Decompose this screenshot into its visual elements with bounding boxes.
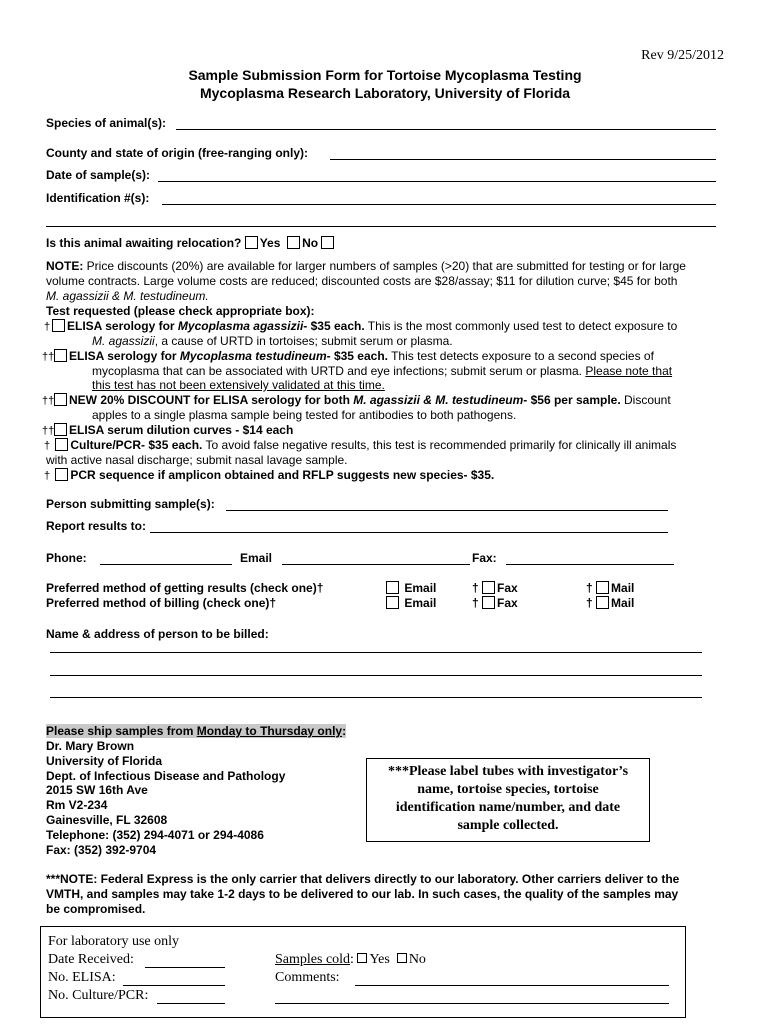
t2-validation-note: this test has not been extensively validated at this time.	[92, 378, 385, 392]
species-label: Species of animal(s):	[46, 116, 167, 130]
comments-field[interactable]	[355, 985, 669, 986]
double-dagger-mark: ††	[42, 395, 55, 407]
relocation-yes-checkbox[interactable]	[245, 236, 258, 249]
relocation-label: Is this animal awaiting relocation?	[46, 236, 242, 250]
elisa-count-label: No. ELISA:	[48, 970, 116, 985]
label-line: name, tortoise species, tortoise	[417, 782, 599, 797]
county-field[interactable]	[330, 159, 716, 160]
results-email-option	[386, 581, 436, 595]
address-line: Telephone: (352) 294-4071 or 294-4086	[46, 827, 264, 842]
billing-email-option	[386, 596, 436, 610]
results-fax-text: Fax	[497, 581, 518, 595]
t2-b: Mycoplasma testudineum	[179, 349, 327, 363]
t2-c: - $35 each.	[326, 349, 388, 363]
ship-address	[46, 739, 285, 857]
results-mail-checkbox[interactable]	[596, 581, 609, 594]
form-subtitle: Mycoplasma Research Laboratory, University of Florida	[199, 85, 571, 101]
label-line: identification name/number, and date	[395, 800, 621, 815]
test-dilution-checkbox[interactable]	[54, 423, 67, 436]
dagger-mark: †	[44, 440, 51, 452]
t1-b: Mycoplasma agassizii	[177, 319, 304, 333]
address-line: University of Florida	[46, 753, 163, 768]
t3-c: - $56 per sample.	[523, 393, 621, 407]
t4-label: ELISA serum dilution curves - $14 each	[69, 423, 294, 437]
billing-mail-text: Mail	[611, 596, 635, 610]
samples-cold-colon: :	[350, 952, 354, 967]
double-dagger-mark: ††	[42, 425, 55, 437]
billed-field-3[interactable]	[50, 697, 702, 698]
test-elisa-agassizii	[44, 319, 677, 333]
address-line: Rm V2-234	[46, 798, 108, 813]
t3-d: Discount	[620, 393, 671, 407]
culture-count-field[interactable]	[157, 1003, 225, 1004]
test-dilution-curve	[42, 423, 293, 437]
relocation-question	[46, 236, 336, 250]
billing-mail-checkbox[interactable]	[596, 596, 609, 609]
t6-label: PCR sequence if amplicon obtained and RFLP suggests new species- $35.	[70, 468, 495, 482]
date-received-label: Date Received:	[48, 952, 134, 967]
results-email-checkbox[interactable]	[386, 581, 399, 594]
person-field[interactable]	[226, 510, 668, 511]
person-label: Person submitting sample(s):	[46, 497, 215, 511]
samples-cold-label: Samples cold	[275, 952, 351, 967]
test-pcr-sequence	[44, 468, 494, 482]
samples-cold-yes-checkbox[interactable]	[357, 953, 367, 963]
phone-field[interactable]	[100, 564, 232, 565]
ship-heading	[46, 724, 346, 738]
billing-method-label: Preferred method of billing (check one)†	[46, 596, 277, 610]
t3-a: NEW 20% DISCOUNT for ELISA serology for both	[69, 393, 354, 407]
t5-a: Culture/PCR- $35 each.	[70, 438, 203, 452]
note-label: NOTE:	[46, 259, 84, 273]
test-elisa-testudineum	[42, 349, 654, 363]
t1-c: - $35 each.	[303, 319, 365, 333]
address-line: 2015 SW 16th Ave	[46, 783, 148, 798]
fedex-note	[46, 872, 679, 917]
test-elisa-both	[42, 393, 671, 407]
test-culture-pcr	[44, 438, 676, 452]
lab-use-box	[40, 926, 686, 1018]
test-culture-checkbox[interactable]	[55, 438, 68, 451]
test-elisa-testudineum-desc	[92, 364, 672, 378]
fedex-line: VMTH, and samples may take 1-2 days to be delivered to our lab. In such cases, the quality of the samples may	[46, 887, 679, 901]
samples-cold-row	[275, 952, 426, 968]
billing-fax-text: Fax	[497, 596, 518, 610]
test-culture-desc: with active nasal discharge; submit nasal lavage sample.	[46, 453, 348, 467]
dagger-mark: †	[586, 581, 593, 595]
form-title: Sample Submission Form for Tortoise Mycoplasma Testing	[188, 67, 582, 83]
dagger-mark: †	[472, 581, 479, 595]
fax-label: Fax:	[472, 551, 497, 565]
label-line: ***Please label tubes with investigator’s	[387, 764, 629, 779]
label-line: sample collected.	[457, 818, 559, 833]
relocation-extra-box[interactable]	[321, 236, 334, 249]
identification-field[interactable]	[162, 204, 716, 205]
samples-cold-yes: Yes	[369, 952, 390, 967]
t2-f: Please note that	[585, 364, 673, 378]
lab-use-title: For laboratory use only	[48, 934, 180, 949]
t1-e: M. agassizii	[92, 334, 155, 348]
billed-field-1[interactable]	[50, 652, 702, 653]
tests-heading: Test requested (please check appropriate box):	[46, 304, 315, 318]
fedex-line: be compromised.	[46, 902, 146, 916]
comments-label: Comments:	[275, 970, 340, 985]
billed-label: Name & address of person to be billed:	[46, 627, 269, 641]
address-line: Gainesville, FL 32608	[46, 812, 168, 827]
results-fax-checkbox[interactable]	[482, 581, 495, 594]
identification-field-2[interactable]	[46, 226, 716, 227]
ship-days: Monday to Thursday only	[196, 724, 343, 738]
test-pcr-sequence-checkbox[interactable]	[55, 468, 68, 481]
email-field[interactable]	[282, 564, 470, 565]
test-elisa-both-desc: apples to a single plasma sample being tested for antibodies to both pathogens.	[92, 408, 517, 422]
date-field[interactable]	[158, 181, 716, 182]
date-received-field[interactable]	[145, 967, 225, 968]
t1-d: This is the most commonly used test to detect exposure to	[364, 319, 678, 333]
t1-a: ELISA serology for	[67, 319, 178, 333]
dagger-mark: †	[44, 470, 51, 482]
billing-fax-checkbox[interactable]	[482, 596, 495, 609]
results-fax-option	[472, 581, 518, 595]
report-field[interactable]	[150, 532, 668, 533]
results-mail-option	[586, 581, 634, 595]
t2-a: ELISA serology for	[69, 349, 180, 363]
note-text-1: Price discounts (20%) are available for larger numbers of samples (>20) that are submitted for testing or for large	[83, 259, 686, 273]
culture-count-label: No. Culture/PCR:	[48, 988, 149, 1003]
fax-field[interactable]	[506, 564, 674, 565]
double-dagger-mark: ††	[42, 351, 55, 363]
report-label: Report results to:	[46, 519, 147, 533]
county-label: County and state of origin (free-ranging only):	[46, 146, 308, 160]
ship-a: Please ship samples from	[46, 724, 197, 738]
relocation-yes-label: Yes	[259, 236, 281, 250]
note-line-2: volume contracts. Large volume costs are reduced; discounted costs are $28/assay; $11 for dilution curve; $45 for both	[46, 274, 678, 288]
billed-field-2[interactable]	[50, 675, 702, 676]
note-line-1	[46, 259, 686, 273]
dagger-mark: †	[586, 596, 593, 610]
billing-email-checkbox[interactable]	[386, 596, 399, 609]
test-elisa-testudineum-checkbox[interactable]	[54, 349, 67, 362]
t1-f: , a cause of URTD in tortoises; submit serum or plasma.	[154, 334, 453, 348]
dagger-mark: †	[472, 596, 479, 610]
samples-cold-no-checkbox[interactable]	[397, 953, 407, 963]
identification-label: Identification #(s):	[46, 191, 150, 205]
note-line-3: M. agassizii & M. testudineum.	[46, 289, 209, 303]
address-line: Fax: (352) 392-9704	[46, 842, 157, 857]
species-field[interactable]	[176, 129, 716, 130]
results-method-label: Preferred method of getting results (check one)†	[46, 581, 324, 595]
test-elisa-agassizii-checkbox[interactable]	[52, 319, 65, 332]
date-label: Date of sample(s):	[46, 168, 151, 182]
dagger-mark: †	[44, 321, 51, 333]
billing-mail-option	[586, 596, 634, 610]
label-instructions-box	[366, 758, 650, 842]
billing-fax-option	[472, 596, 518, 610]
elisa-count-field[interactable]	[123, 985, 225, 986]
t5-b: To avoid false negative results, this test is recommended primarily for clinically ill animals	[202, 438, 677, 452]
test-elisa-both-checkbox[interactable]	[54, 393, 67, 406]
t3-b: M. agassizii & M. testudineum	[353, 393, 524, 407]
address-line: Dept. of Infectious Disease and Pathology	[46, 768, 286, 783]
results-email-text: Email	[404, 581, 437, 595]
relocation-no-label: No	[302, 236, 319, 250]
billing-email-text: Email	[404, 596, 437, 610]
email-label: Email	[240, 551, 273, 565]
revision-date: Rev 9/25/2012	[641, 48, 724, 63]
address-line: Dr. Mary Brown	[46, 739, 135, 753]
t2-d: This test detects exposure to a second species of	[387, 349, 654, 363]
relocation-no-checkbox[interactable]	[287, 236, 300, 249]
ship-c: :	[342, 724, 347, 738]
samples-cold-no: No	[408, 952, 426, 967]
test-elisa-agassizii-desc	[92, 334, 453, 348]
fedex-line: ***NOTE: Federal Express is the only carrier that delivers directly to our laboratory. Other carriers deliver to the	[46, 872, 680, 886]
comments-field-2[interactable]	[275, 1003, 669, 1004]
phone-label: Phone:	[46, 551, 87, 565]
results-mail-text: Mail	[611, 581, 635, 595]
t2-e: mycoplasma that can be associated with URTD and eye infections; submit serum or plasma.	[92, 364, 582, 378]
